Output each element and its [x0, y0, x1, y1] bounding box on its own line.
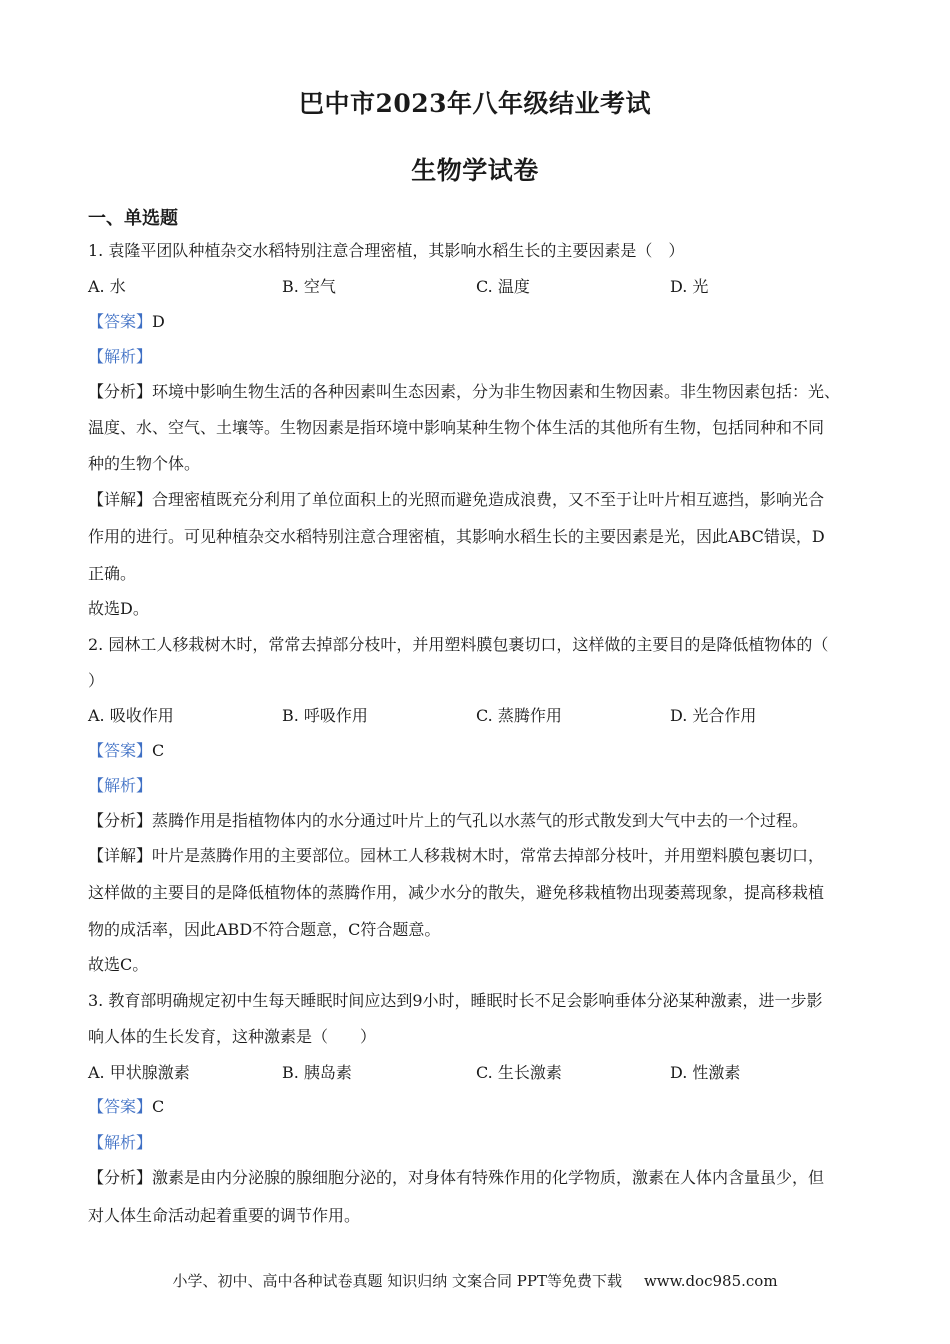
- question-2-option-c: C. 蒸腾作用: [476, 706, 562, 725]
- question-1-option-a: A. 水: [88, 277, 126, 296]
- question-2-xiangjie-line: 物的成活率，因此ABD不符合题意，C符合题意。: [88, 920, 441, 939]
- footer-url[interactable]: www.doc985.com: [643, 1272, 778, 1290]
- answer-value: C: [152, 1097, 165, 1116]
- xiangjie-label: 【详解】: [88, 846, 153, 865]
- fenxi-label: 【分析】: [88, 1168, 153, 1187]
- page-footer: [0, 1270, 950, 1291]
- footer-text: 小学、初中、高中各种试卷真题 知识归纳 文案合同 PPT等免费下载: [172, 1272, 622, 1290]
- question-1-stem: 1. 袁隆平团队种植杂交水稻特别注意合理密植，其影响水稻生长的主要因素是（ ）: [88, 241, 685, 260]
- question-3-fenxi-line: 对人体生命活动起着重要的调节作用。: [88, 1206, 361, 1225]
- question-2-stem: ）: [88, 671, 105, 690]
- question-1-option-c: C. 温度: [476, 277, 530, 296]
- question-1-xiangjie-line: 正确。: [88, 564, 137, 583]
- xiangjie-text: 叶片是蒸腾作用的主要部位。园林工人移栽树木时，常常去掉部分枝叶，并用塑料膜包裹切口，: [152, 846, 825, 865]
- section-heading: 一、单选题: [88, 208, 178, 229]
- fenxi-label: 【分析】: [88, 382, 153, 401]
- answer-value: D: [152, 312, 165, 331]
- question-3-option-b: B. 胰岛素: [282, 1063, 352, 1082]
- question-2-fenxi-line: [88, 811, 808, 831]
- question-2-answer: [88, 741, 164, 761]
- question-3-stem: 3. 教育部明确规定初中生每天睡眠时间应达到9小时，睡眠时长不足会影响垂体分泌某种激素，进一步影: [88, 991, 823, 1010]
- question-2-xiangjie-line: [88, 846, 824, 866]
- question-2-xiangjie-line: 这样做的主要目的是降低植物体的蒸腾作用，减少水分的散失，避免移栽植物出现萎蔫现象，提高移栽植: [88, 883, 825, 902]
- question-1-xiangjie-line: [88, 490, 824, 510]
- question-2-jiexi-label: 【解析】: [88, 776, 153, 795]
- question-3-jiexi-label: 【解析】: [88, 1133, 153, 1152]
- question-1-conclusion: 故选D。: [88, 599, 149, 618]
- answer-label: 【答案】: [88, 312, 153, 331]
- question-1-answer: [88, 312, 165, 332]
- question-2-option-d: D. 光合作用: [670, 706, 757, 725]
- answer-label: 【答案】: [88, 741, 153, 760]
- question-3-option-d: D. 性激素: [670, 1063, 741, 1082]
- question-1-fenxi-line: 种的生物个体。: [88, 454, 201, 473]
- question-3-stem: 响人体的生长发育，这种激素是（ ）: [88, 1027, 377, 1046]
- question-2-stem: 2. 园林工人移栽树木时，常常去掉部分枝叶，并用塑料膜包裹切口，这样做的主要目的是降低植物体的（: [88, 635, 829, 654]
- fenxi-label: 【分析】: [88, 811, 153, 830]
- xiangjie-label: 【详解】: [88, 490, 153, 509]
- page-title: 巴中市2023年八年级结业考试: [298, 89, 652, 118]
- question-3-answer: [88, 1097, 164, 1117]
- question-1-jiexi-label: 【解析】: [88, 347, 153, 366]
- fenxi-text: 环境中影响生物生活的各种因素叫生态因素，分为非生物因素和生物因素。非生物因素包括：光、: [152, 382, 841, 401]
- question-1-xiangjie-line: 作用的进行。可见种植杂交水稻特别注意合理密植，其影响水稻生长的主要因素是光，因此ABC错误，D: [88, 527, 825, 546]
- question-3-option-c: C. 生长激素: [476, 1063, 562, 1082]
- question-2-option-a: A. 吸收作用: [88, 706, 174, 725]
- page-subtitle: 生物学试卷: [411, 156, 539, 185]
- question-3-fenxi-line: [88, 1168, 824, 1188]
- answer-value: C: [152, 741, 165, 760]
- fenxi-text: 蒸腾作用是指植物体内的水分通过叶片上的气孔以水蒸气的形式散发到大气中去的一个过程。: [152, 811, 809, 830]
- answer-label: 【答案】: [88, 1097, 153, 1116]
- question-1-fenxi-line: 温度、水、空气、土壤等。生物因素是指环境中影响某种生物个体生活的其他所有生物，包括同种和不同: [88, 418, 825, 437]
- question-3-option-a: A. 甲状腺激素: [88, 1063, 190, 1082]
- question-2-conclusion: 故选C。: [88, 955, 149, 974]
- question-1-fenxi-line: [88, 382, 840, 402]
- xiangjie-text: 合理密植既充分利用了单位面积上的光照而避免造成浪费，又不至于让叶片相互遮挡，影响光合: [152, 490, 825, 509]
- question-1-option-d: D. 光: [670, 277, 709, 296]
- question-1-option-b: B. 空气: [282, 277, 336, 296]
- fenxi-text: 激素是由内分泌腺的腺细胞分泌的，对身体有特殊作用的化学物质，激素在人体内含量虽少，但: [152, 1168, 825, 1187]
- question-2-option-b: B. 呼吸作用: [282, 706, 368, 725]
